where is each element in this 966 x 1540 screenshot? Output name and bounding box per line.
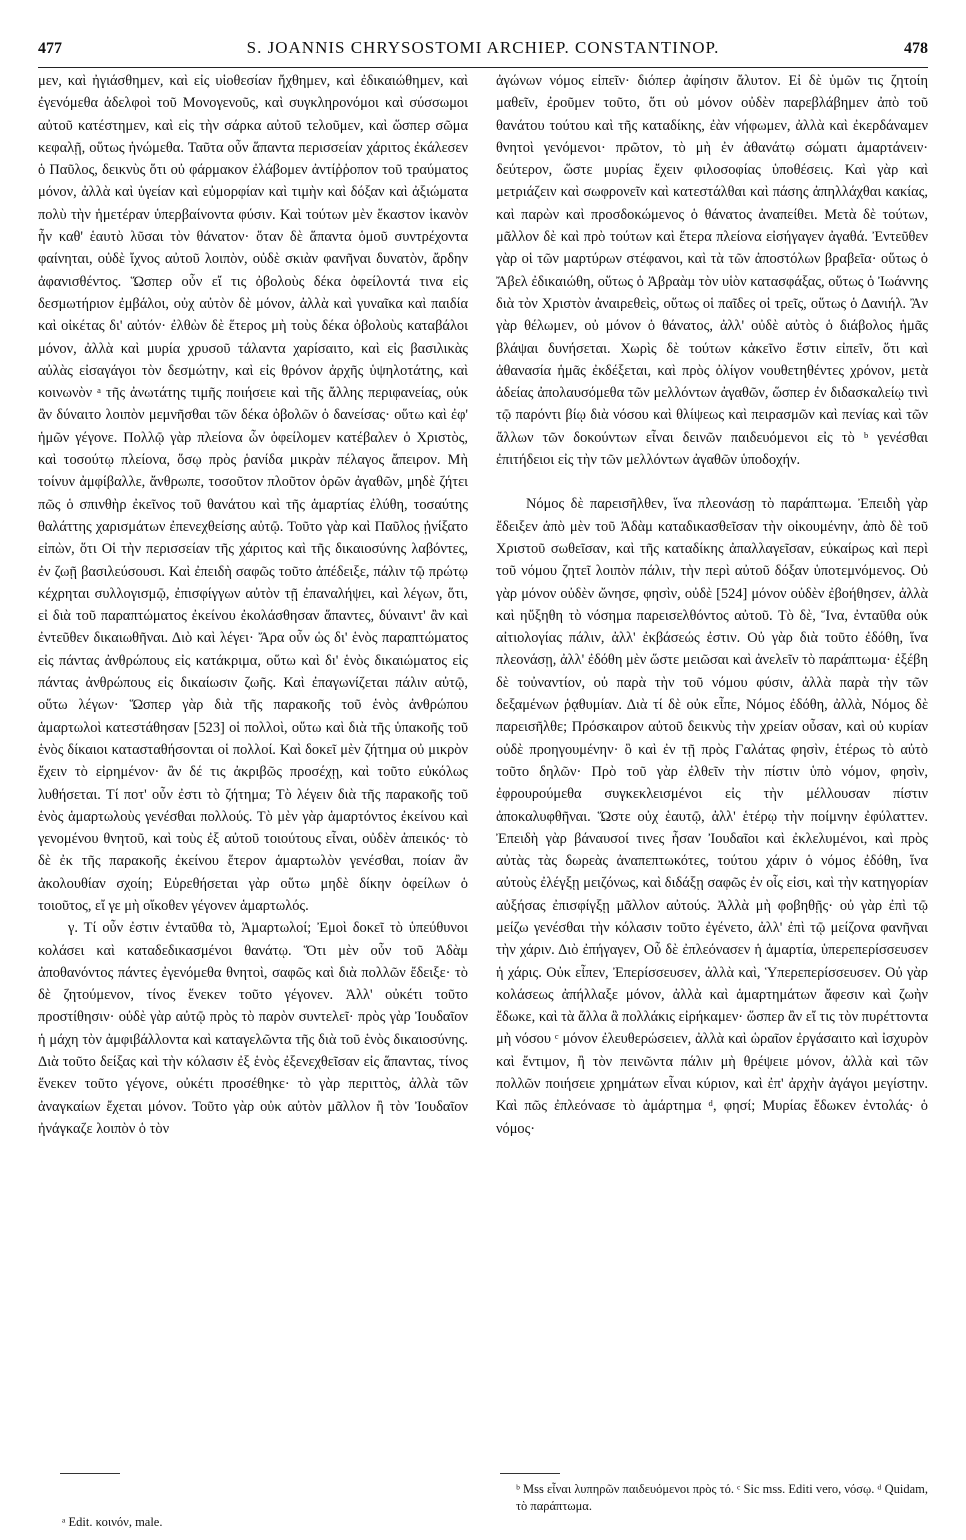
right-column [496,70,928,1140]
footnote-rule-right [500,1473,560,1474]
running-header [38,38,928,68]
footnote-left: ᵃ Edit. κοινόν, male. [62,1515,163,1529]
footnote-rule-left [60,1473,120,1474]
page-number-left: 477 [38,40,62,57]
page-number-right: 478 [904,40,928,57]
footnote-right: ᵇ Mss εἶναι λυπηρῶν παιδευόμενοι πρὸς τό. ᶜ Sic mss. Editi vero, νόσῳ. ᵈ Quidam, τὸ παράπτωμα. [516,1482,928,1513]
right-paragraph-2: Νόμος δὲ παρεισῆλθεν, ἵνα πλεονάσῃ τὸ παράπτωμα. Ἐπειδὴ γὰρ ἔδειξεν ἀπὸ μὲν τοῦ Ἀδὰμ καταδικασθεῖσαν τὴν οἰκουμένην, ἀπὸ δὲ τοῦ Χριστοῦ σωθεῖσαν, καὶ τῆς καταδίκης ἀπαλλαγεῖσαν, εὐκαίρως καὶ περὶ τοῦ νόμου ζητεῖ λοιπὸν πάλιν, τὴν περὶ αὐτοῦ δόξαν ὑποτεμνόμενος. Οὐ γὰρ μόνον οὐδὲν ὤνησε, φησὶν, οὐδὲ [524] μόνον οὐδὲν ἐβοήθησεν, ἀλλὰ καὶ ηὔξηθη τὸ νόσημα παρεισελθόντος αὐτοῦ. Τὸ δὲ, Ἵνα, ἐνταῦθα οὐκ αἰτιολογίας πάλιν, ἀλλ' ἐκβάσεώς ἐστιν. Οὐ γὰρ διὰ τοῦτο ἐδόθη, ἵνα πλεονάσῃ, ἀλλ' ἐδόθη μὲν ὥστε μειῶσαι καὶ ἀνελεῖν τὸ παράπτωμα· ἐξέβη δὲ τοὐναντίον, οὐ παρὰ τὴν τοῦ νόμου φύσιν, ἀλλὰ παρὰ τὴν τῶν δεξαμένων ῥᾳθυμίαν. Διὰ τί δὲ οὐκ εἶπε, Νόμος ἐδόθη, ἀλλὰ, Νόμος δὲ παρεισῆλθε; Πρόσκαιρον αὐτοῦ δεικνὺς τὴν χρείαν οὖσαν, καὶ οὐ κυρίαν οὐδὲ προηγουμένην· ὃ καὶ ἐν τῇ πρὸς Γαλάτας φησὶν, ἑτέρως τὸ αὐτὸ τοῦτο δηλῶν· Πρὸ τοῦ γὰρ ἐλθεῖν τὴν πίστιν ὑπὸ νόμον, φησὶν, ἐφρουρούμεθα συγκεκλεισμένοι εἰς τὴν μέλλουσαν πίστιν ἀποκαλυφθῆναι. Ὥστε οὐχ ἑαυτῷ, ἀλλ' ἑτέρῳ τὴν ποίμνην ἐφύλαττεν. Ἐπειδὴ γὰρ βάναυσοί τινες ἦσαν Ἰουδαῖοι καὶ ἐκλελυμένοι, καὶ πρὸς αὐτὰς τὰς δωρεὰς ἀναπεπτωκότες, τούτου χάριν ὁ νόμος ἐδόθη, ἵνα αὐτοὺς ἐλέγξῃ μειζόνως, καὶ διδάξῃ σαφῶς ἐν οἷς εἰσι, καὶ τὴν κατηγορίαν αὐξήσας ἐπισφίγξῃ μᾶλλον αὐτούς. Ἀλλὰ μὴ φοβηθῇς· οὐ γὰρ ἐπὶ τῷ μείζω γενέσθαι τὴν κόλασιν τοῦτο ἐγένετο, ἀλλ' ἐπὶ τῷ μείζονα φανῆναι τὴν χάριν. Διὸ ἐπήγαγεν, Οὗ δὲ ἐπλεόνασεν ἡ ἁμαρτία, ὑπερεπερίσσευσεν ἡ χάρις. Οὐκ εἶπεν, Ἐπερίσσευσεν, ἀλλὰ καὶ, Ὑπερεπερίσσευσεν. Οὐ γὰρ κολάσεως ἀπήλλαξε μόνον, ἀλλὰ καὶ ἁμαρτημάτων ἄφεσιν καὶ ζωὴν ἔδωκε, καὶ τὰ ἄλλα ἃ πολλάκις εἰρήκαμεν· ὥσπερ ἂν εἴ τις τὸν πυρέττοντα μὴ νόσου ᶜ μόνον ἐλευθερώσειεν, ἀλλὰ καὶ ὡραῖον ἐργάσαιτο καὶ ἰσχυρὸν καὶ ἔντιμον, ἢ τὸν πεινῶντα πάλιν μὴ θρέψειε μόνον, ἀλλὰ καὶ τῶν πολλῶν ποιήσειε χρημάτων εἶναι κύριον, καὶ ἐπ' ἀρχὴν ἀγάγοι μεγίστην. Καὶ πῶς ἐπλεόνασε τὸ ἁμάρτημα ᵈ, φησί; Μυρίας ἔδωκεν ἐντολάς· ὁ νόμος· [496,496,928,1137]
running-title: S. JOANNIS CHRYSOSTOMI ARCHIEP. CONSTANTINOP. [246,38,720,57]
left-paragraph-2: γ. Τί οὖν ἐστιν ἐνταῦθα τὸ, Ἁμαρτωλοί; Ἐμοὶ δοκεῖ τὸ ὑπεύθυνοι κολάσει καὶ καταδεδικασμένοι θανάτῳ. Ὅτι μὲν οὖν τοῦ Ἀδὰμ ἀποθανόντος πάντες ἐγενόμεθα θνητοὶ, σαφῶς καὶ διὰ πολλῶν ἔδειξε· τὸ δὲ ζητούμενον, τίνος ἕνεκεν τοῦτο γέγονεν. Ἀλλ' οὐκέτι τοῦτο προστίθησιν· οὐδὲ γὰρ αὐτῷ πρὸς τὸ παρὸν συντελεῖ· πρὸς γὰρ Ἰουδαῖον ἡ μάχη τὸν ἀμφιβάλλοντα καὶ καταγελῶντα τῆς διὰ τοῦ ἑνὸς δικαιοσύνης. Διὰ τοῦτο δείξας καὶ τὴν κόλασιν ἐξ ἑνὸς ἐξενεχθεῖσαν εἰς ἅπαντας, τίνος ἕνεκεν τοῦτο γέγονε, οὐκέτι προσέθηκε· τὸ γὰρ περιττὸς, ἀλλὰ τῶν ἀναγκαίων ἔχεται μόνον. Τοῦτο γὰρ οὐκ αὐτὸν μᾶλλον ἢ τὸν Ἰουδαῖον ἠνάγκαζε λοιπὸν ὁ τὸν [38,920,468,1137]
left-column [38,70,468,1140]
right-paragraph-1: ἀγώνων νόμος εἰπεῖν· διόπερ ἀφίησιν ἄλυτον. Εἰ δὲ ὑμῶν τις ζητοίη μαθεῖν, ἐροῦμεν τοῦτο, ὅτι οὐ μόνον οὐδὲν παρεβλάβημεν ἀπὸ τοῦ θανάτου τούτου καὶ τῆς καταδίκης, ἐὰν νήφωμεν, ἀλλὰ καὶ ἐκερδάναμεν θνητοὶ γενόμενοι· πρῶτον, τὸ μὴ ἐν ἀθανάτῳ σώματι ἁμαρτάνειν· δεύτερον, ὥστε μυρίας ἔχειν φιλοσοφίας ὑποθέσεις. Καὶ γὰρ καὶ μετριάζειν καὶ σωφρονεῖν καὶ κατεστάλθαι καὶ πάσης ἀπηλλάχθαι κακίας, καὶ παρὼν καὶ προσδοκώμενος ὁ θάνατος ἀναπείθει. Μετὰ δὲ τούτων, μᾶλλον δὲ καὶ πρὸ τούτων καὶ ἕτερα πλείονα εἰσήγαγεν ἀγαθά. Ἐντεῦθεν γὰρ οἱ τῶν μαρτύρων στέφανοι, καὶ τὰ τῶν ἀποστόλων βραβεῖα· οὕτως ὁ Ἄβελ ἐδικαιώθη, οὕτως ὁ Ἀβραὰμ τὸν υἱὸν κατασφάξας, οὕτως ὁ Ἰωάννης διὰ τὸν Χριστὸν ἀναιρεθεὶς, οὕτως οἱ παῖδες οἱ τρεῖς, οὕτως ὁ Δανιήλ. Ἂν γὰρ θέλωμεν, οὐ μόνον ὁ θάνατος, ἀλλ' οὐδὲ αὐτὸς ὁ διάβολος ἡμᾶς βλάψαι δυνήσεται. Χωρὶς δὲ τούτων κἀκεῖνο ἔστιν εἰπεῖν, ὅτι καὶ ἀθανασία ἡμᾶς ἐκδέξεται, καὶ πρὸς ὀλίγον νουθετηθέντες χρόνον, μετὰ ἀδείας ἀπολαυσόμεθα τῶν μελλόντων ἀγαθῶν, ὥσπερ ἐν διδασκαλείῳ τινὶ τῷ παρόντι βίῳ διὰ νόσου καὶ θλίψεως καὶ πειρασμῶν καὶ πενίας καὶ τῶν ἄλλων τῶν δοκούντων εἶναι δεινῶν παιδευόμενοι εἰς τὸ ᵇ γενέσθαι ἐπιτήδειοι εἰς τὴν τῶν μελλόντων ἀγαθῶν ὑποδοχήν. [496,73,928,469]
left-paragraph-1: μεν, καὶ ἠγιάσθημεν, καὶ εἰς υἱοθεσίαν ἤχθημεν, καὶ ἐδικαιώθημεν, καὶ ἐγενόμεθα ἀδελφοὶ τοῦ Μονογενοῦς, καὶ συγκληρονόμοι καὶ σύσσωμοι αὐτοῦ κατέστημεν, καὶ εἰς τὴν σάρκα αὐτοῦ τελοῦμεν, καὶ ὥσπερ σῶμα κεφαλῇ, οὕτως ἡνώμεθα. Ταῦτα οὖν ἅπαντα περισσείαν χάριτος ἐκάλεσεν ὁ Παῦλος, δεικνὺς ὅτι οὐ φάρμακον ἐλάβομεν ἀντίῤῥοπον τοῦ τραύματος μόνον, ἀλλὰ καὶ ὑγείαν καὶ εὐμορφίαν καὶ τιμὴν καὶ δόξαν καὶ ἀξιώματα πολὺ τὴν ἡμετέραν ὑπερβαίνοντα φύσιν. Καὶ τούτων μὲν ἕκαστον ἱκανὸν ἦν καθ' ἑαυτὸ λῦσαι τὸν θάνατον· ὅταν δὲ ἅπαντα ὁμοῦ συντρέχοντα φαίνηται, οὐδὲ ἴχνος αὐτοῦ λοιπὸν, οὐδὲ σκιὰν φανῆναι δυνατὸν, ἄρδην ἀφανισθέντος. Ὥσπερ οὖν εἴ τις ὀβολοὺς δέκα ὀφείλοντά τινα εἰς δεσμωτήριον ἐμβάλοι, οὐχ αὐτὸν δὲ μόνον, ἀλλὰ καὶ γυναῖκα καὶ παιδία καὶ οἰκέτας δι' αὐτόν· ἐλθὼν δὲ ἕτερος μὴ τοὺς δέκα ὀβολοὺς καταβάλοι μόνον, ἀλλὰ καὶ μυρία χρυσοῦ τάλαντα χαρίσαιτο, καὶ εἰς βασιλικὰς αὐλὰς εἰσαγάγοι τὸν δεσμώτην, καὶ εἰς θρόνον ἀρχῆς ὑψηλοτάτης, καὶ κοινωνὸν ᵃ τῆς ἀνωτάτης τιμῆς ποιήσειε καὶ τῆς ἄλλης περιφανείας, οὐκ ἂν δύναιτο λοιπὸν μεμνῆσθαι τῶν δέκα ὀβολῶν ὁ δανείσας· οὕτω καὶ ἐφ' ἡμῶν γέγονε. Πολλῷ γὰρ πλείονα ὧν ὀφείλομεν κατέβαλεν ὁ Χριστὸς, καὶ τοσούτῳ πλείονα, ὅσῳ πρὸς ῥανίδα μικρὰν πέλαγος ἄπειρον. Μὴ τοίνυν ἀμφίβαλλε, ἄνθρωπε, τοσοῦτον πλοῦτον ὁρῶν ἀγαθῶν, μηδὲ ζήτει πῶς ὁ σπινθὴρ ἐκεῖνος τοῦ θανάτου καὶ τῆς ἁμαρτίας ἐλύθη, τοσαύτης θαλάττης χαρισμάτων ἐπενεχθείσης αὐτῷ. Τοῦτο γὰρ καὶ Παῦλος ᾐνίξατο εἰπὼν, ὅτι Οἱ τὴν περισσείαν τῆς χάριτος καὶ τῆς δικαιοσύνης λαβόντες, ἐν ζωῇ βασιλεύσουσι. Καὶ ἐπειδὴ σαφῶς τοῦτο ἀπέδειξε, πάλιν τῷ πρώτῳ κέχρηται συλλογισμῷ, ἐπισφίγγων αὐτὸν τῇ ἐπαναλήψει, καὶ λέγων, ὅτι, εἰ διὰ τοῦ παραπτώματος ἐκείνου ἐκολάσθησαν ἅπαντες, δύναιντ' ἂν καὶ ἐντεῦθεν δικαιωθῆναι. Διὸ καὶ λέγει· Ἄρα οὖν ὡς δι' ἑνὸς παραπτώματος εἰς πάντας ἀνθρώπους εἰς κατάκριμα, οὕτω καὶ δι' ἑνὸς δικαιώματος εἰς πάντας ἀνθρώπους εἰς δικαίωσιν ζωῆς. Καὶ ἐπαγωνίζεται πάλιν αὐτῷ, οὕτω λέγων· Ὥσπερ γὰρ διὰ τῆς παρακοῆς τοῦ ἑνὸς ἀνθρώπου ἁμαρτωλοὶ κατεστάθησαν [523] οἱ πολλοὶ, οὕτω καὶ διὰ τῆς ὑπακοῆς τοῦ ἑνὸς δίκαιοι κατασταθήσονται οἱ πολλοί. Καὶ δοκεῖ μὲν ζήτημα οὐ μικρὸν ἔχειν τὸ εἰρημένον· ἂν δέ τις ἀκριβῶς προσέχῃ, καὶ τοῦτο εὐκόλως λυθήσεται. Τί ποτ' οὖν ἐστι τὸ ζήτημα; Τὸ λέγειν διὰ τῆς παρακοῆς τοῦ ἑνὸς ἁμαρτωλοὺς γενέσθαι πολλούς. Τὸ μὲν γὰρ ἁμαρτόντος ἐκείνου καὶ γενομένου θνητοῦ, καὶ τοὺς ἐξ αὐτοῦ τοιούτους εἶναι, οὐδὲν ἀπεικός· τὸ δὲ ἐκ τῆς παρακοῆς ἐκείνου ἕτερον ἁμαρτωλὸν γενέσθαι, ποίαν ἂν ἀκολουθίαν σχοίη; Εὑρεθήσεται γὰρ οὕτω μηδὲ δίκην ὀφείλων ὁ τοιοῦτος, εἴ γε μὴ οἴκοθεν γέγονεν ἁμαρτωλός. [38,73,468,914]
